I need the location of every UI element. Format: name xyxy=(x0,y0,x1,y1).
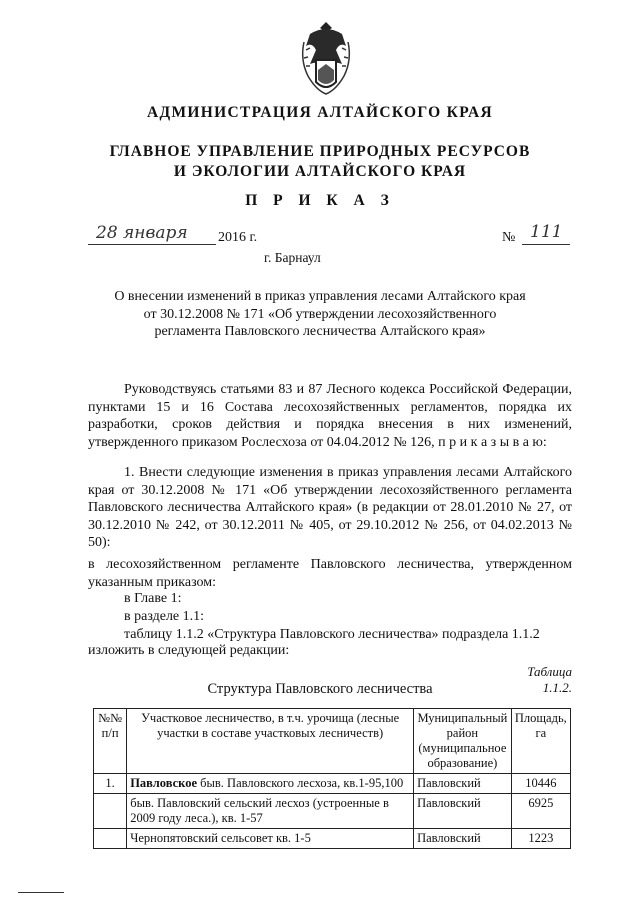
subject-line3: регламента Павловского лесничества Алтайского края» xyxy=(154,324,486,339)
cell-area: 6925 xyxy=(511,794,570,829)
cell-district: Павловский xyxy=(414,794,512,829)
header-forestry: Участковое лесничество, в т.ч. урочища (лесные участки в составе участковых лесничеств) xyxy=(127,709,414,774)
cell-forestry-text: быв. Павловский сельский лесхоз (устроенные в 2009 году леса.), кв. 1-57 xyxy=(130,796,389,825)
cell-area: 1223 xyxy=(511,829,570,849)
table-instruction-cont: изложить в следующей редакции: xyxy=(88,643,290,658)
footer-divider xyxy=(18,892,64,893)
clause-1-paragraph: 1. Внести следующие изменения в приказ управления лесами Алтайского края от 30.12.2008 № 171 «Об утверждении лесохозяйственного регламента Павловского лесничества Алтайского края» (в редакции от 28.01.2010 № 27, от 30.12.2010 № 242, от 30.12.2011 № 405, от 29.10.2012 № 256, от 04.02.2013 № 50): xyxy=(88,465,572,550)
cell-num xyxy=(94,794,127,829)
subject-line2: от 30.12.2008 № 171 «Об утверждении лесохозяйственного xyxy=(143,306,497,322)
cell-district: Павловский xyxy=(414,829,512,849)
table-row xyxy=(94,829,571,849)
department-title-line2: И ЭКОЛОГИИ АЛТАЙСКОГО КРАЯ xyxy=(173,163,467,180)
cell-forestry xyxy=(127,794,414,829)
regulation-paragraph: в лесохозяйственном регламенте Павловского лесничества, утвержденном указанным приказом: xyxy=(88,557,572,590)
handwritten-date: 28 января xyxy=(96,223,188,243)
coat-of-arms-emblem xyxy=(296,20,356,98)
document-type: П Р И К А З xyxy=(245,192,395,209)
date-underline xyxy=(88,244,216,245)
header-area: Площадь, га xyxy=(511,709,570,774)
cell-num xyxy=(94,829,127,849)
cell-forestry xyxy=(127,829,414,849)
table-title: Структура Павловского лесничества xyxy=(207,681,433,697)
forestry-structure-table xyxy=(93,708,571,849)
cell-forestry xyxy=(127,774,414,794)
table-row xyxy=(94,774,571,794)
order-subject xyxy=(0,288,640,341)
handwritten-number: 111 xyxy=(530,222,563,242)
table-header-row xyxy=(94,709,571,774)
preamble-paragraph: Руководствуясь статьями 83 и 87 Лесного кодекса Российской Федерации, пунктами 15 и 16 Состава лесохозяйственных регламентов, порядка их разработки, сроков действия и порядка внесения в них изменений, утвержденного приказом Рослесхоза от 04.04.2012 № 126, п р и к а з ы в а ю: xyxy=(88,382,572,450)
org-title: АДМИНИСТРАЦИЯ АЛТАЙСКОГО КРАЯ xyxy=(147,104,493,121)
section-item: в разделе 1.1: xyxy=(124,609,205,624)
number-underline xyxy=(522,244,570,245)
date-year: 2016 г. xyxy=(218,230,258,245)
cell-forestry-bold: Павловское xyxy=(130,776,197,790)
number-label: № xyxy=(502,230,516,245)
header-num: №№ п/п xyxy=(94,709,127,774)
cell-forestry-text: Чернопятовский сельсовет кв. 1-5 xyxy=(130,831,311,845)
cell-num: 1. xyxy=(94,774,127,794)
cell-area: 10446 xyxy=(511,774,570,794)
table-instruction: таблицу 1.1.2 «Структура Павловского лесничества» подраздела 1.1.2 xyxy=(124,627,540,642)
department-title-line1: ГЛАВНОЕ УПРАВЛЕНИЕ ПРИРОДНЫХ РЕСУРСОВ xyxy=(109,143,531,160)
cell-forestry-text: быв. Павловского лесхоза, кв.1-95,100 xyxy=(197,776,404,790)
table-label: Таблица 1.1.2. xyxy=(527,664,572,695)
department-title xyxy=(0,142,640,182)
city: г. Барнаул xyxy=(264,250,321,265)
header-district: Муниципальный район (муниципальное образование) xyxy=(414,709,512,774)
chapter-item: в Главе 1: xyxy=(124,591,182,606)
subject-line1: О внесении изменений в приказ управления лесами Алтайского края xyxy=(114,289,526,304)
table-row xyxy=(94,794,571,829)
cell-district: Павловский xyxy=(414,774,512,794)
